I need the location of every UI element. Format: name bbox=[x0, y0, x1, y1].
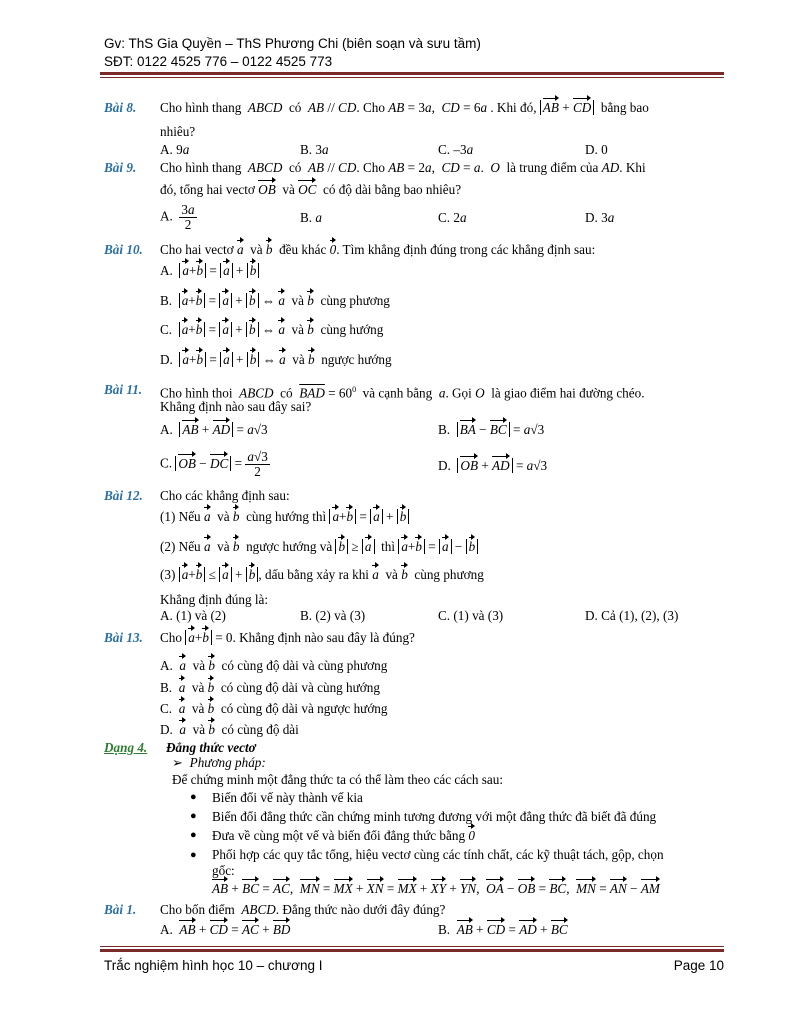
problem-13-option-a: A. a và b có cùng độ dài và cùng phương bbox=[160, 658, 388, 673]
problem-12-statement-1: (1) Nếu a và b cùng hướng thì a+b = a + b bbox=[160, 509, 409, 525]
problem-12-option-b: B. (2) và (3) bbox=[300, 608, 366, 623]
problem-10-option-a: A. a+b = a + b bbox=[160, 263, 259, 279]
problem-11-label: Bài 11. bbox=[104, 382, 143, 397]
problem-8-option-c: C. –3a bbox=[438, 142, 474, 157]
problem-11-option-b: B. BA − BC = a√3 bbox=[438, 422, 545, 437]
problem-10-text: Cho hai vectơ a và b đều khác 0. Tìm khẳng định đúng trong các khẳng định sau: bbox=[160, 242, 596, 257]
problem-12-label: Bài 12. bbox=[104, 488, 143, 503]
problem-13-option-c: C. a và b có cùng độ dài và ngược hướng bbox=[160, 701, 388, 716]
section-title: Đẳng thức vectơ bbox=[166, 740, 256, 755]
problem-8-text: Cho hình thang ABCD có AB // CD. Cho AB = 3a, CD = 6a . Khi đó, AB + CD bằng bao bbox=[160, 100, 649, 115]
vector-rules-formula: AB + BC = AC, MN = MX + XN = MX + XY + YN, OA − OB = BC, MN = AN − AM bbox=[212, 881, 660, 896]
page-number: Page 10 bbox=[673, 958, 724, 973]
problem-8-text-2: nhiêu? bbox=[160, 124, 196, 139]
problem-1-label: Bài 1. bbox=[104, 902, 137, 917]
footer-rule bbox=[100, 949, 724, 952]
method-heading: ➢ Phương pháp: bbox=[172, 755, 266, 770]
problem-8-option-d: D. 0 bbox=[585, 142, 608, 157]
problem-11-text: Cho hình thoi ABCD có $\overline{BAD} = 60^0$ và cạnh bằng a. Gọi O là giao điểm hai đường chéo. bbox=[160, 385, 645, 401]
page-header bbox=[104, 35, 481, 71]
problem-13-label: Bài 13. bbox=[104, 630, 143, 645]
bullet-icon: ● bbox=[190, 849, 197, 861]
method-bullet-3: Đưa về cùng một vế và biến đổi đẳng thức bằng 0 bbox=[212, 828, 475, 843]
arrow-bullet-icon: ➢ bbox=[172, 755, 184, 770]
method-bullet-1: Biến đổi vế này thành vế kia bbox=[212, 790, 363, 805]
section-label: Dạng 4. bbox=[104, 740, 148, 755]
problem-9-option-a: A. $\frac{3a}{2}$ bbox=[160, 202, 195, 232]
problem-12-question: Khẳng định đúng là: bbox=[160, 592, 269, 607]
header-rule bbox=[100, 72, 724, 75]
problem-10-option-d: D. a+b = a + b ⇔ a và b ngược hướng bbox=[160, 352, 392, 367]
problem-10-label: Bài 10. bbox=[104, 242, 143, 257]
method-bullet-2: Biến đổi đẳng thức cần chứng minh tương đương với một đẳng thức đã biết đã đúng bbox=[212, 809, 657, 824]
problem-11-option-c: C. OB − DC = $\frac{a√3}{2}$ bbox=[160, 449, 268, 479]
problem-11-option-d: D. OB + AD = a√3 bbox=[438, 458, 548, 473]
problem-12-option-a: A. (1) và (2) bbox=[160, 608, 226, 623]
problem-8-option-b: B. 3a bbox=[300, 142, 329, 157]
method-intro: Để chứng minh một đẳng thức ta có thể làm theo các cách sau: bbox=[172, 772, 504, 787]
footer-rule-thin bbox=[100, 946, 724, 947]
problem-1-option-b: B. AB + CD = AD + BC bbox=[438, 922, 568, 937]
header-authors: Gv: ThS Gia Quyền – ThS Phương Chi (biên soạn và sưu tầm) bbox=[104, 36, 481, 51]
problem-10-option-c: C. a+b = a + b ⇔ a và b cùng hướng bbox=[160, 322, 384, 337]
header-phone: SĐT: 0122 4525 776 – 0122 4525 773 bbox=[104, 54, 333, 69]
problem-13-text: Cho a+b = 0. Khẳng định nào sau đây là đúng? bbox=[160, 630, 415, 645]
problem-1-option-a: A. AB + CD = AC + BD bbox=[160, 922, 291, 937]
bullet-icon: ● bbox=[190, 810, 197, 822]
problem-9-option-d: D. 3a bbox=[585, 210, 615, 225]
bullet-icon: ● bbox=[190, 791, 197, 803]
method-bullet-4-cont: gốc: bbox=[212, 863, 235, 878]
problem-12-statement-2: (2) Nếu a và b ngược hướng và b ≥ a thì a+b = a − b bbox=[160, 539, 478, 555]
problem-9-text-2: đó, tổng hai vectơ OB và OC có độ dài bằng bao nhiêu? bbox=[160, 182, 462, 197]
problem-11-text-2: Khẳng định nào sau đây sai? bbox=[160, 399, 312, 414]
problem-8-option-a: A. 9a bbox=[160, 142, 190, 157]
problem-13-option-b: B. a và b có cùng độ dài và cùng hướng bbox=[160, 680, 380, 695]
problem-10-option-b: B. a+b = a + b ⇔ a và b cùng phương bbox=[160, 293, 390, 308]
problem-12-option-d: D. Cả (1), (2), (3) bbox=[585, 608, 679, 623]
problem-12-text: Cho các khẳng định sau: bbox=[160, 488, 290, 503]
problem-1-text: Cho bốn điểm ABCD. Đẳng thức nào dưới đây đúng? bbox=[160, 902, 446, 917]
problem-13-option-d: D. a và b có cùng độ dài bbox=[160, 722, 299, 737]
problem-12-statement-3: (3) a+b ≤ a + b , dấu bằng xảy ra khi a và b cùng phương bbox=[160, 567, 484, 582]
method-bullet-4: Phối hợp các quy tắc tổng, hiệu vectơ cùng các tính chất, các kỹ thuật tách, gộp, chọn bbox=[212, 847, 664, 862]
footer-title: Trắc nghiệm hình học 10 – chương I bbox=[104, 958, 323, 973]
problem-8-label: Bài 8. bbox=[104, 100, 137, 115]
header-rule-thin bbox=[100, 77, 724, 78]
problem-9-option-b: B. a bbox=[300, 210, 322, 225]
problem-9-label: Bài 9. bbox=[104, 160, 137, 175]
problem-9-option-c: C. 2a bbox=[438, 210, 467, 225]
problem-11-option-a: A. AB + AD = a√3 bbox=[160, 422, 268, 437]
problem-12-option-c: C. (1) và (3) bbox=[438, 608, 504, 623]
problem-9-text: Cho hình thang ABCD có AB // CD. Cho AB = 2a, CD = a. O là trung điểm của AD. Khi bbox=[160, 160, 646, 175]
bullet-icon: ● bbox=[190, 829, 197, 841]
